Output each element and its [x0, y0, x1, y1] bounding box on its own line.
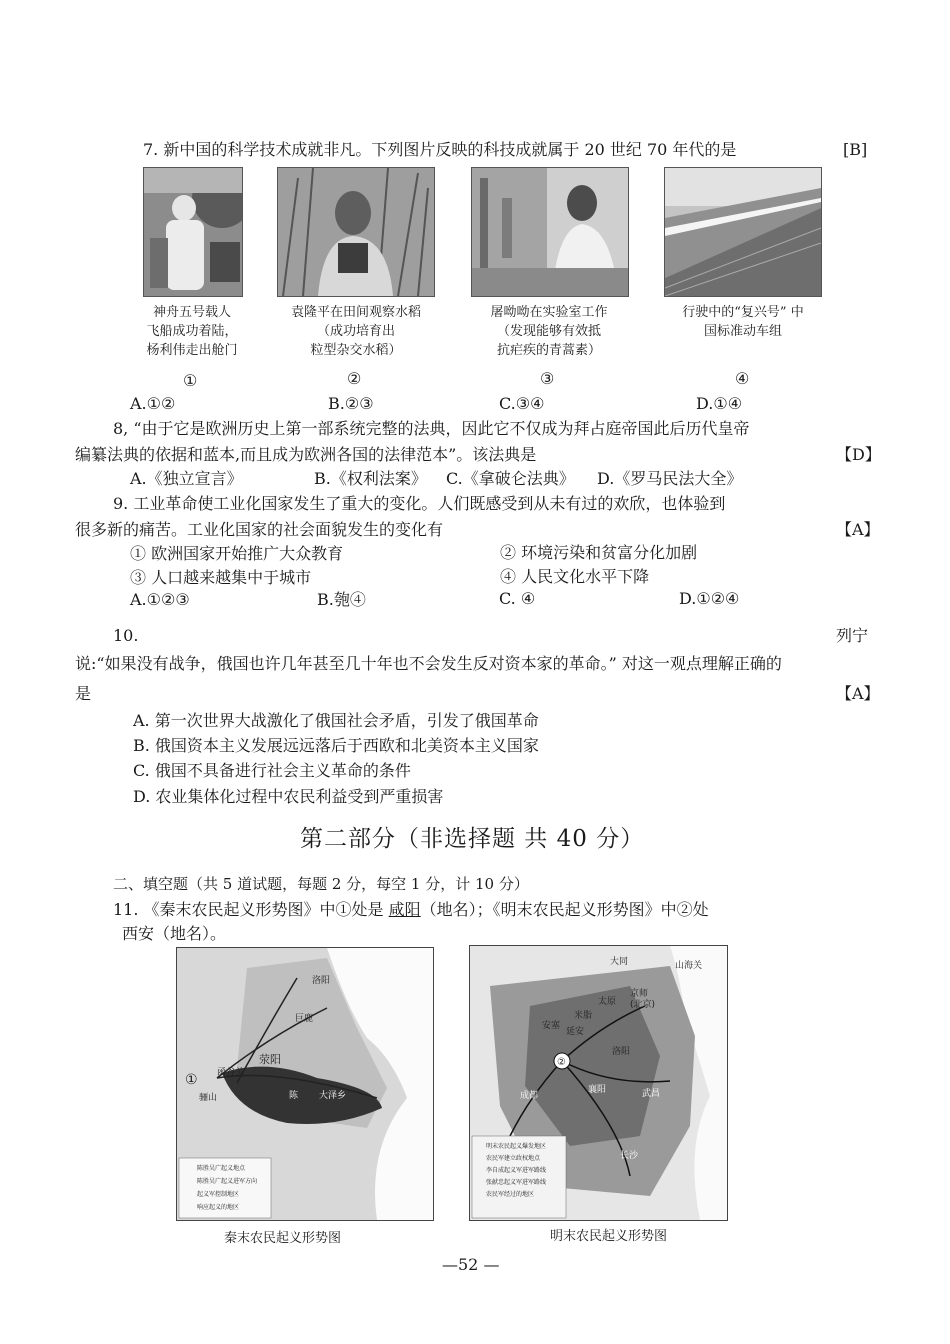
right-legend-1: 明末农民起义爆发地区 — [486, 1143, 547, 1150]
left-legend-4: 响应起义的地区 — [197, 1204, 240, 1211]
map-qin-uprising — [176, 947, 434, 1221]
q9-item-3: ③ 人口越来越集中于城市 — [130, 568, 312, 587]
map-label-lishan: 骊山 — [199, 1093, 218, 1103]
q9-option-a: A.①②③ — [130, 590, 190, 609]
photo-tu-youyou — [471, 167, 629, 297]
map-label-jingshi: 京师 — [630, 989, 649, 999]
q9-line1: 9. 工业革命使工业化国家发生了重大的变化。人们既感受到从未有过的欢欣，也体验到 — [113, 494, 726, 513]
photo-num-2: ② — [347, 369, 362, 388]
photo-fuxing-train — [664, 167, 822, 297]
left-legend-1: 陈胜吴广起义地点 — [197, 1165, 246, 1172]
q7-option-c: C.③④ — [499, 394, 545, 413]
map-label-shanhaiguan: 山海关 — [675, 961, 703, 971]
q11-line1 — [113, 899, 709, 921]
right-map-caption: 明末农民起义形势图 — [550, 1229, 668, 1244]
map-label-ansai: 安塞 — [542, 1021, 561, 1031]
q7-stem: 7. 新中国的科学技术成就非凡。下列图片反映的科技成就属于 20 世纪 70 年代的是 — [143, 140, 737, 159]
photo-astronaut — [143, 167, 243, 297]
right-legend-2: 农民军建立政权地点 — [486, 1155, 541, 1162]
map-label-dazexiang: 大泽乡 — [319, 1091, 347, 1101]
part2-title: 第二部分（非选择题 共 40 分） — [300, 826, 645, 852]
map-label-mizhi: 米脂 — [574, 1011, 593, 1021]
q8-option-b: B.《权利法案》 — [314, 469, 427, 488]
map-marker-1: ① — [185, 1072, 198, 1088]
left-map-caption: 秦末农民起义形势图 — [224, 1231, 342, 1246]
q10-answer: 【A】 — [836, 684, 880, 703]
map-label-datong: 大同 — [610, 957, 629, 967]
map-label-chen: 陈 — [289, 1091, 299, 1101]
left-legend-2: 陈胜吴广起义进军方向 — [197, 1178, 258, 1185]
q10-line2: 说:“如果没有战争，俄国也许几年甚至几十年也不会发生反对资本家的革命。” 对这一观点理解正确的 — [75, 654, 782, 673]
q10-option-c: C. 俄国不具备进行社会主义革命的条件 — [133, 761, 411, 780]
q9-option-c: C. ④ — [499, 589, 536, 608]
map-label-julu: 巨鹿 — [295, 1014, 314, 1024]
photo-yuan-longping — [277, 167, 435, 297]
q8-answer: 【D】 — [836, 445, 881, 464]
q10-option-a: A. 第一次世界大战激化了俄国社会矛盾，引发了俄国革命 — [133, 711, 539, 730]
q11-answer: 咸阳 — [388, 900, 421, 919]
q8-option-a: A.《独立宣言》 — [130, 469, 243, 488]
q8-line1: 8, “由于它是欧洲历史上第一部系统完整的法典，因此它不仅成为拜占庭帝国此后历代皇帝 — [113, 419, 750, 438]
map-ming-uprising — [469, 945, 728, 1221]
q10-option-d: D. 农业集体化过程中农民利益受到严重损害 — [133, 787, 444, 806]
map-label-luoyang: 洛阳 — [312, 976, 331, 986]
q9-item-1: ① 欧洲国家开始推广大众教育 — [130, 544, 344, 563]
map-label-taiyuan: 太原 — [598, 997, 617, 1007]
q11-text-b: （地名）；《明末农民起义形势图》中②处 — [420, 900, 709, 919]
q11-line2: 西安（地名）。 — [122, 924, 227, 943]
map-label-hanguguan: 函谷关 — [217, 1068, 245, 1078]
page-number: —52 — — [442, 1255, 500, 1274]
q10-option-b: B. 俄国资本主义发展远远落后于西欧和北美资本主义国家 — [133, 736, 539, 755]
q8-line2: 编纂法典的依据和蓝本,而且成为欧洲各国的法律范本”。该法典是 — [75, 445, 537, 464]
map-label-changsha: 长沙 — [620, 1151, 639, 1161]
q9-option-b: B.匏④ — [317, 590, 366, 609]
right-legend-3: 李自成起义军进军路线 — [486, 1167, 547, 1174]
q8-option-d: D.《罗马民法大全》 — [597, 469, 743, 488]
q10-line3: 是 — [75, 684, 92, 703]
caption-2: 袁隆平在田间观察水稻 （成功培育出 粒型杂交水稻） — [290, 305, 421, 358]
right-legend-5: 农民军经过的地区 — [486, 1191, 535, 1198]
q7-option-a: A.①② — [130, 394, 176, 413]
map-label-yanan: 延安 — [566, 1027, 585, 1037]
map-marker-2: ② — [557, 1057, 566, 1068]
q9-item-2: ② 环境污染和贫富分化加剧 — [500, 543, 698, 562]
photo-num-3: ③ — [540, 369, 555, 388]
q10-right: 列宁 — [836, 626, 869, 645]
q7-option-b: B.②③ — [328, 394, 374, 413]
map-label-luoyang-ming: 洛阳 — [612, 1047, 631, 1057]
left-legend-3: 起义军控制地区 — [197, 1191, 240, 1198]
q9-line2: 很多新的痛苦。工业化国家的社会面貌发生的变化有 — [75, 520, 444, 539]
section-fill-in: 二、填空题（共 5 道试题，每题 2 分，每空 1 分，计 10 分） — [113, 875, 529, 893]
photo-num-4: ④ — [735, 369, 750, 388]
q7-option-d: D.①④ — [696, 394, 743, 413]
caption-1: 神舟五号载人 飞船成功着陆， 杨利伟走出舱门 — [146, 305, 238, 358]
right-legend-4: 张献忠起义军进军路线 — [486, 1179, 547, 1186]
q10-num: 10. — [113, 626, 139, 645]
map-label-wuchang: 武昌 — [642, 1089, 661, 1099]
q11-text-a: 11. 《秦末农民起义形势图》中①处是 — [113, 900, 384, 919]
caption-3: 屠呦呦在实验室工作 （发现能够有效抵 抗疟疾的青蒿素） — [490, 305, 608, 358]
map-label-xingyang: 荥阳 — [259, 1053, 281, 1066]
q8-option-c: C.《拿破仑法典》 — [446, 469, 575, 488]
map-label-beijing: (北京) — [630, 1000, 656, 1010]
map-label-chengdu: 成都 — [520, 1091, 539, 1101]
q9-item-4: ④ 人民文化水平下降 — [500, 567, 650, 586]
photo-num-1: ① — [183, 371, 198, 390]
map-label-xiangyang: 襄阳 — [588, 1085, 607, 1095]
q9-option-d: D.①②④ — [679, 589, 740, 608]
caption-4: 行驶中的“复兴号” 中 国标准动车组 — [682, 305, 804, 339]
q9-answer: 【A】 — [836, 520, 880, 539]
q7-answer: [B] — [843, 140, 868, 159]
